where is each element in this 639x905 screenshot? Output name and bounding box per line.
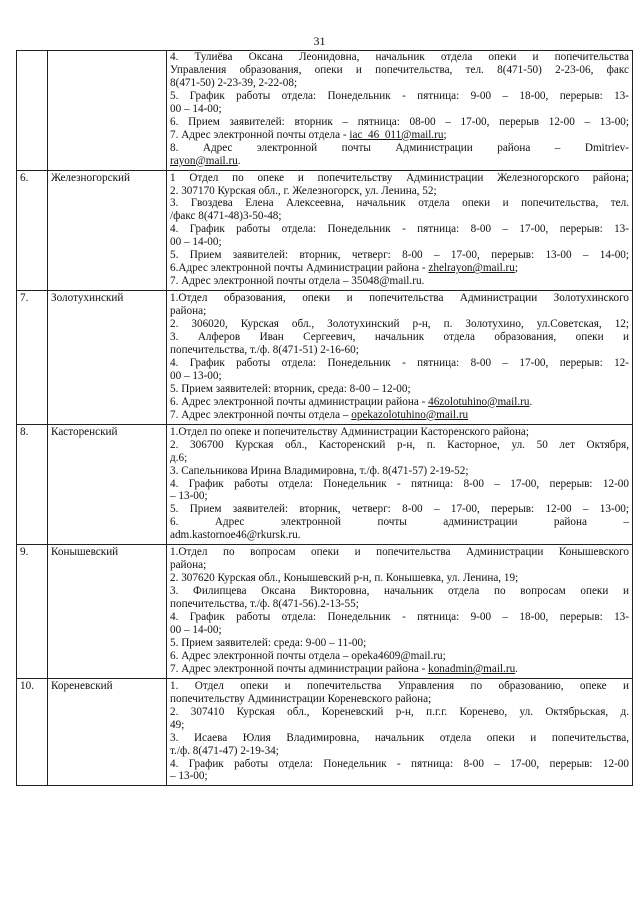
info-text: 7. Адрес электронной почты отдела – <box>170 408 352 421</box>
info-text: 1.Отдел по опеке и попечительству Администрации Касторенского района; <box>170 425 530 438</box>
table-row <box>17 51 633 171</box>
info-text-suffix: . <box>237 154 241 167</box>
info-line <box>170 503 629 516</box>
info-line <box>170 249 629 262</box>
district-info <box>167 545 633 679</box>
info-text: 3. Гвоздева Елена Алексеевна, начальник отдела опеки и попечительства, тел. <box>170 197 629 210</box>
info-text: 4. График работы отдела: Понедельник - пятница: 8-00 – 17-00, перерыв: 13- <box>170 223 629 236</box>
info-line <box>170 185 629 198</box>
info-line <box>170 529 629 542</box>
info-line <box>170 370 629 383</box>
info-text-suffix: . <box>515 662 518 675</box>
info-text: д.6; <box>170 451 188 464</box>
district-name: Кореневский <box>48 678 167 786</box>
info-text: 5. Прием заявителей: среда: 9-00 – 11-00; <box>170 636 367 649</box>
row-number: 6. <box>17 170 48 291</box>
email-link[interactable]: zhelrayon@mail.ru <box>428 262 515 275</box>
info-line <box>170 292 629 305</box>
info-text: 6. Прием заявителей: вторник – пятница: 08-00 – 17-00, перерыв 12-00 – 13-00; <box>170 115 629 128</box>
table-row <box>17 170 633 291</box>
info-line <box>170 598 629 611</box>
email-link[interactable]: rayon@mail.ru <box>170 154 238 167</box>
info-line <box>170 693 629 706</box>
info-line <box>170 51 629 64</box>
info-text-suffix: . <box>529 395 533 408</box>
table-body <box>17 51 633 786</box>
info-text: 3. Сапельникова Ирина Владимировна, т./ф. 8(471-57) 2-19-52; <box>170 464 469 477</box>
email-link[interactable]: opekazolotuhino@mail.ru <box>351 408 469 421</box>
info-line <box>170 77 629 90</box>
info-text: 4. График работы отдела: Понедельник - пятница: 8-00 – 17-00, перерыв: 12-00 <box>170 477 629 490</box>
page-number: 31 <box>313 34 326 48</box>
info-line <box>170 559 629 572</box>
info-line <box>170 383 629 396</box>
info-line <box>170 732 629 745</box>
info-line <box>170 142 629 155</box>
district-registry-table <box>16 50 633 786</box>
info-text: Управления образования, опеки и попечительства, тел. 8(471-50) 2-23-06, факс <box>170 63 629 76</box>
info-line <box>170 210 629 223</box>
info-text: 5. Прием заявителей: вторник, среда: 8-00 – 12-00; <box>170 382 411 395</box>
info-text: 5. График работы отдела: Понедельник - пятница: 9-00 – 18-00, перерыв: 13- <box>170 89 629 102</box>
info-line <box>170 572 629 585</box>
info-text: 1. Отдел опеки и попечительства Управления по образованию, опеке и <box>170 679 629 692</box>
info-text: 49; <box>170 718 185 731</box>
district-name: Железногорский <box>48 170 167 291</box>
info-line <box>170 396 629 409</box>
info-text: 6.Адрес электронной почты Администрации района - <box>170 262 429 275</box>
email-link[interactable]: konadmin@mail.ru <box>428 662 516 675</box>
info-text: 2. 306020, Курская обл., Золотухинский р-н, п. Золотухино, ул.Советская, 12; <box>170 318 629 331</box>
info-line <box>170 155 629 168</box>
info-line <box>170 650 629 663</box>
info-line <box>170 637 629 650</box>
info-text: 00 – 13-00; <box>170 369 222 382</box>
district-info <box>167 291 633 425</box>
info-text: попечительства, т./ф. 8(471-56).2-13-55; <box>170 598 359 611</box>
info-line <box>170 546 629 559</box>
info-text: /факс 8(471-48)3-50-48; <box>170 210 282 223</box>
info-text: adm.kastornoe46@rkursk.ru. <box>170 529 301 542</box>
info-text: 2. 307410 Курская обл., Кореневский р-н, п.г.г. Коренево, ул. Октябрьская, д. <box>170 705 629 718</box>
district-info <box>167 170 633 291</box>
info-line <box>170 516 629 529</box>
info-text: 1 Отдел по опеке и попечительству Администрации Железногорского района; <box>170 171 629 184</box>
info-line <box>170 357 629 370</box>
district-name: Конышевский <box>48 545 167 679</box>
district-name: Золотухинский <box>48 291 167 425</box>
info-line <box>170 262 629 275</box>
info-line <box>170 344 629 357</box>
info-text: 4. График работы отдела: Понедельник - пятница: 9-00 – 18-00, перерыв: 13- <box>170 611 629 624</box>
info-line <box>170 770 629 783</box>
info-text: 6. Адрес электронной почты отдела – opeka4609@mail.ru; <box>170 649 446 662</box>
info-line <box>170 90 629 103</box>
info-line <box>170 197 629 210</box>
info-line <box>170 116 629 129</box>
info-line <box>170 426 629 439</box>
info-line <box>170 758 629 771</box>
row-number <box>17 51 48 171</box>
row-number: 9. <box>17 545 48 679</box>
info-text: 4. График работы отдела: Понедельник - пятница: 8-00 – 17-00, перерыв: 12- <box>170 356 629 369</box>
info-text: 2. 307620 Курская обл., Конышевский р-н, п. Конышевка, ул. Ленина, 19; <box>170 572 519 585</box>
info-line <box>170 439 629 452</box>
info-text: 7. Адрес электронной почты отдела – 35048@mail.ru. <box>170 275 425 288</box>
info-text: 6. Адрес электронной почты администрации района - <box>170 395 429 408</box>
info-text: т./ф. 8(471-47) 2-19-34; <box>170 744 279 757</box>
info-line <box>170 465 629 478</box>
district-info <box>167 424 633 545</box>
info-text: 1.Отдел по вопросам опеки и попечительства Администрации Конышевского <box>170 546 629 559</box>
info-line <box>170 624 629 637</box>
info-text: – 13-00; <box>170 490 208 503</box>
district-info <box>167 51 633 171</box>
info-line <box>170 490 629 503</box>
info-line <box>170 236 629 249</box>
info-line <box>170 585 629 598</box>
info-text: – 13-00; <box>170 770 208 783</box>
info-text: 3. Алферов Иван Сергеевич, начальник отдела образования, опеки и <box>170 331 629 344</box>
row-number: 8. <box>17 424 48 545</box>
info-text: 00 – 14-00; <box>170 102 222 115</box>
info-line <box>170 452 629 465</box>
table-row <box>17 678 633 786</box>
info-line <box>170 680 629 693</box>
info-text: 1.Отдел образования, опеки и попечительства Администрации Золотухинского <box>170 292 629 305</box>
info-text: 4. График работы отдела: Понедельник - пятница: 8-00 – 17-00, перерыв: 12-00 <box>170 757 629 770</box>
info-line <box>170 478 629 491</box>
info-text: 8. Адрес электронной почты Администрации района – Dmitriev- <box>170 141 629 154</box>
info-text: 2. 307170 Курская обл., г. Железногорск, ул. Ленина, 52; <box>170 184 437 197</box>
info-line <box>170 172 629 185</box>
info-line <box>170 611 629 624</box>
info-line <box>170 706 629 719</box>
row-number: 7. <box>17 291 48 425</box>
info-line <box>170 64 629 77</box>
info-line <box>170 275 629 288</box>
table-row <box>17 291 633 425</box>
district-info <box>167 678 633 786</box>
info-text: 3. Исаева Юлия Владимировна, начальник отдела опеки и попечительства, <box>170 731 629 744</box>
info-line <box>170 129 629 142</box>
info-text: 7. Адрес электронной почты отдела - <box>170 128 350 141</box>
district-name: Касторенский <box>48 424 167 545</box>
info-text: 2. 306700 Курская обл., Касторенский р-н, п. Касторное, ул. 50 лет Октября, <box>170 438 629 451</box>
info-line <box>170 305 629 318</box>
info-line <box>170 103 629 116</box>
row-number: 10. <box>17 678 48 786</box>
info-line <box>170 663 629 676</box>
info-line <box>170 331 629 344</box>
info-text: попечительства, т./ф. 8(471-51) 2-16-60; <box>170 343 359 356</box>
info-text: 00 – 14-00; <box>170 236 222 249</box>
info-text: 00 – 14-00; <box>170 623 222 636</box>
info-text: 7. Адрес электронной почты администрации района - <box>170 662 429 675</box>
info-line <box>170 223 629 236</box>
district-name <box>48 51 167 171</box>
info-text: 5. Прием заявителей: вторник, четверг: 8-00 – 17-00, перерыв: 12-00 – 13-00; <box>170 503 629 516</box>
email-link[interactable]: iac_46_011@mail.ru <box>349 128 444 141</box>
info-text: 6. Адрес электронной почты администрации района – <box>170 516 629 529</box>
info-text-suffix: ; <box>443 128 447 141</box>
info-text: 3. Филипцева Оксана Викторовна, начальник отдела по вопросам опеки и <box>170 585 629 598</box>
info-line <box>170 745 629 758</box>
info-text: 4. Тулиёва Оксана Леонидовна, начальник отдела опеки и попечительства <box>170 51 629 63</box>
info-text-suffix: ; <box>514 262 518 275</box>
info-text: района; <box>170 559 207 572</box>
email-link[interactable]: 46zolotuhino@mail.ru <box>428 395 530 408</box>
table-row <box>17 424 633 545</box>
table-row <box>17 545 633 679</box>
info-text: 8(471-50) 2-23-39, 2-22-08; <box>170 76 298 89</box>
info-line <box>170 318 629 331</box>
info-text: района; <box>170 305 207 318</box>
info-text: 5. Прием заявителей: вторник, четверг: 8-00 – 17-00, перерыв: 13-00 – 14-00; <box>170 249 629 262</box>
info-line <box>170 409 629 422</box>
info-line <box>170 719 629 732</box>
info-text: попечительству Администрации Кореневского района; <box>170 692 432 705</box>
